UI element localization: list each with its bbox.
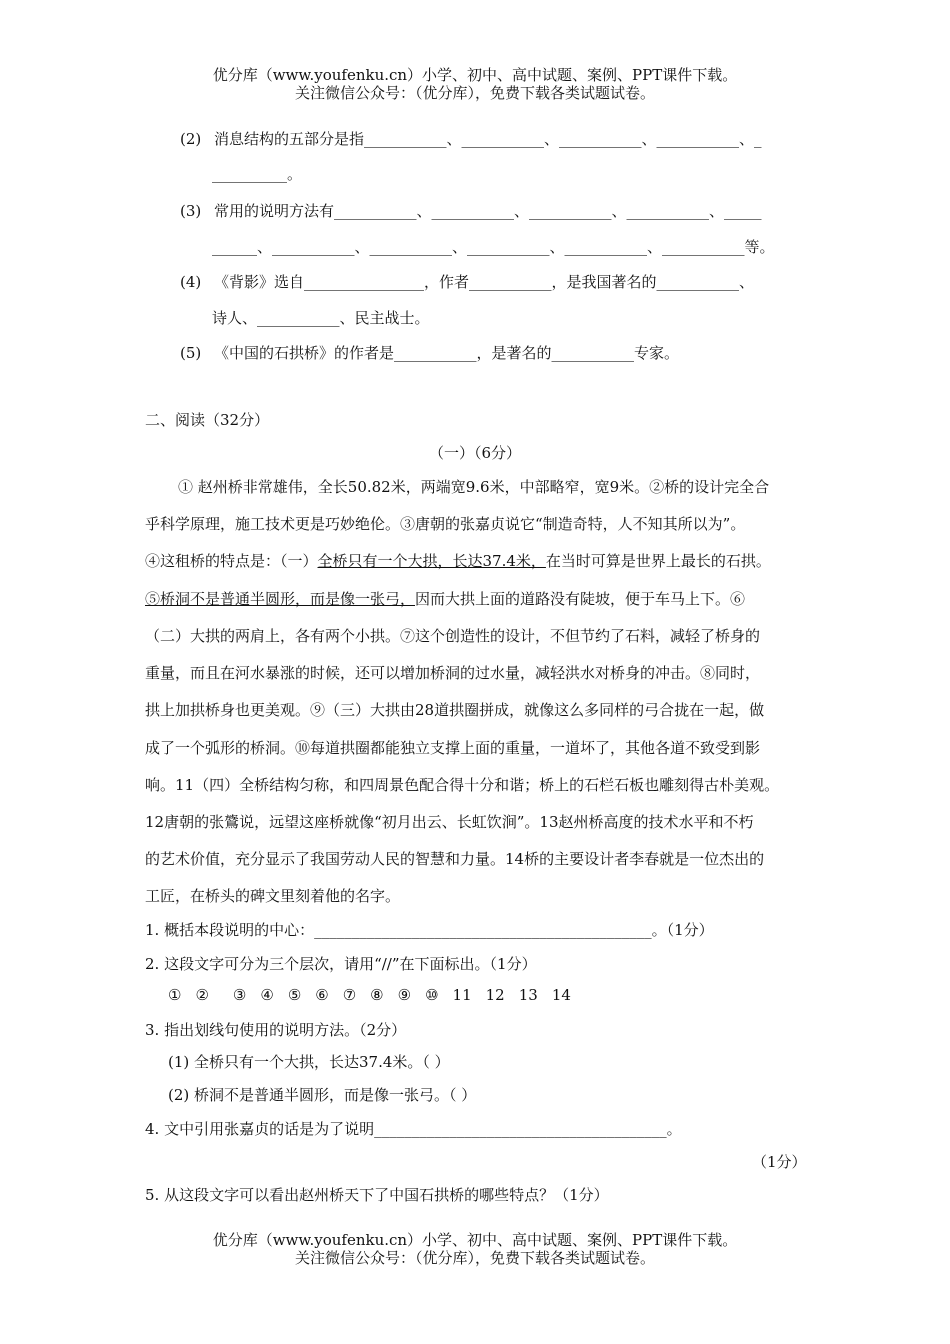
question-3: 3. 指出划线句使用的说明方法。（2分） [145, 1021, 407, 1039]
mark: 11 [452, 986, 472, 1004]
section-subtitle: （一）（6分） [428, 444, 522, 462]
question-3-2: (2) 桥洞不是普通半圆形，而是像一张弓。（ ） [168, 1086, 477, 1104]
passage-line: 工匠，在桥头的碑文里刻着他的名字。 [145, 887, 401, 905]
fill-item-3-line1: 常用的说明方法有___________、___________、___________、___________、_____ [214, 202, 762, 220]
underlined-sentence-1: 全桥只有一个大拱，长达37.4米， [317, 552, 546, 570]
mark: ⑦ [342, 986, 357, 1004]
mark: ⑤ [287, 986, 302, 1004]
fill-item-5-line1: 《中国的石拱桥》的作者是___________，是著名的___________专家。 [214, 344, 680, 362]
fill-item-2-cont: __________。 [212, 165, 303, 183]
mark: 12 [485, 986, 505, 1004]
fill-item-4-cont: 诗人、___________、民主战士。 [212, 309, 430, 327]
footer-line-1: 优分库（www.youfenku.cn）小学、初中、高中试题、案例、PPT课件下载。 [212, 1231, 738, 1249]
fill-item-2-line1: 消息结构的五部分是指___________、___________、___________、___________、_ [214, 130, 762, 148]
question-4: 4. 文中引用张嘉贞的话是为了说明_______________________________________。 [145, 1120, 682, 1138]
question-3-1: (1) 全桥只有一个大拱，长达37.4米。（ ） [168, 1053, 450, 1071]
mark: ⑧ [370, 986, 384, 1004]
fill-item-5: (5) 《中国的石拱桥》的作者是___________，是著名的___________专家。 [180, 344, 680, 362]
passage-line: 乎科学原理，施工技术更是巧妙绝伦。③唐朝的张嘉贞说它“制造奇特，人不知其所以为”。 [145, 515, 746, 533]
passage-line: 成了一个弧形的桥洞。⑩每道拱圈都能独立支撑上面的重量，一道坏了，其他各道不致受到影 [145, 739, 761, 757]
mark: ④ [260, 986, 274, 1004]
passage-line: 的艺术价值，充分显示了我国劳动人民的智慧和力量。14桥的主要设计者李春就是一位杰出的 [145, 850, 765, 868]
layer-marks [168, 986, 585, 1004]
passage-line: （二）大拱的两肩上，各有两个小拱。⑦这个创造性的设计，不但节约了石料，减轻了桥身的 [145, 627, 761, 645]
fill-item-4-line1: 《背影》选自________________，作者___________，是我国著名的___________、 [214, 273, 755, 291]
passage-line: 响。11（四）全桥结构匀称，和四周景色配合得十分和谐；桥上的石栏石板也雕刻得古朴美观。 [145, 776, 780, 794]
header-line-1: 优分库（www.youfenku.cn）小学、初中、高中试题、案例、PPT课件下载。 [212, 66, 738, 84]
passage-line: 重量，而且在河水暴涨的时候，还可以增加桥洞的过水量，减轻洪水对桥身的冲击。⑧同时， [145, 664, 761, 682]
passage-line: ⑤桥洞不是普通半圆形，而是像一张弓，因而大拱上面的道路没有陡坡，便于车马上下。⑥ [145, 590, 746, 608]
passage-line: 拱上加拱桥身也更美观。⑨（三）大拱由28道拱圈拼成，就像这么多同样的弓合拢在一起，做 [145, 701, 765, 719]
page-header [0, 66, 950, 102]
mark: ⑨ [397, 986, 412, 1004]
fill-item-3: (3) 常用的说明方法有___________、___________、___________、___________、_____ [180, 202, 762, 220]
mark: ⑩ [425, 986, 439, 1004]
fill-item-2: (2) 消息结构的五部分是指___________、___________、___________、___________、_ [180, 130, 762, 148]
mark: 13 [518, 986, 538, 1004]
question-1: 1. 概括本段说明的中心：_____________________________________________。（1分） [145, 921, 714, 939]
passage-line: ① 赵州桥非常雄伟，全长50.82米，两端宽9.6米，中部略窄，宽9米。②桥的设计完全合 [178, 478, 770, 496]
section-title: 二、阅读（32分） [145, 411, 270, 429]
question-2: 2. 这段文字可分为三个层次，请用“//”在下面标出。（1分） [145, 955, 537, 973]
mark: ⑥ [315, 986, 329, 1004]
mark: ① [168, 986, 182, 1004]
header-line-2: 关注微信公众号：（优分库），免费下载各类试题试卷。 [294, 84, 655, 102]
question-5: 5. 从这段文字可以看出赵州桥天下了中国石拱桥的哪些特点？（1分） [145, 1186, 609, 1204]
passage-line: ④这租桥的特点是：（一）全桥只有一个大拱，长达37.4米，在当时可算是世界上最长的石拱。 [145, 552, 771, 570]
passage-line: 12唐朝的张鷟说，远望这座桥就像“初月出云、长虹饮涧”。13赵州桥高度的技术水平和不朽 [145, 813, 754, 831]
fill-item-3-cont: ______、___________、___________、___________、___________、___________等。 [212, 238, 775, 256]
mark: ③ [232, 986, 247, 1004]
footer-line-2: 关注微信公众号：（优分库），免费下载各类试题试卷。 [294, 1249, 655, 1267]
mark: ② [195, 986, 209, 1004]
underlined-sentence-2: ⑤桥洞不是普通半圆形，而是像一张弓， [145, 590, 416, 608]
page-footer [0, 1231, 950, 1267]
mark: 14 [551, 986, 571, 1004]
question-4-score: （1分） [752, 1153, 807, 1171]
fill-item-4: (4) 《背影》选自________________，作者___________，是我国著名的___________、 [180, 273, 755, 291]
